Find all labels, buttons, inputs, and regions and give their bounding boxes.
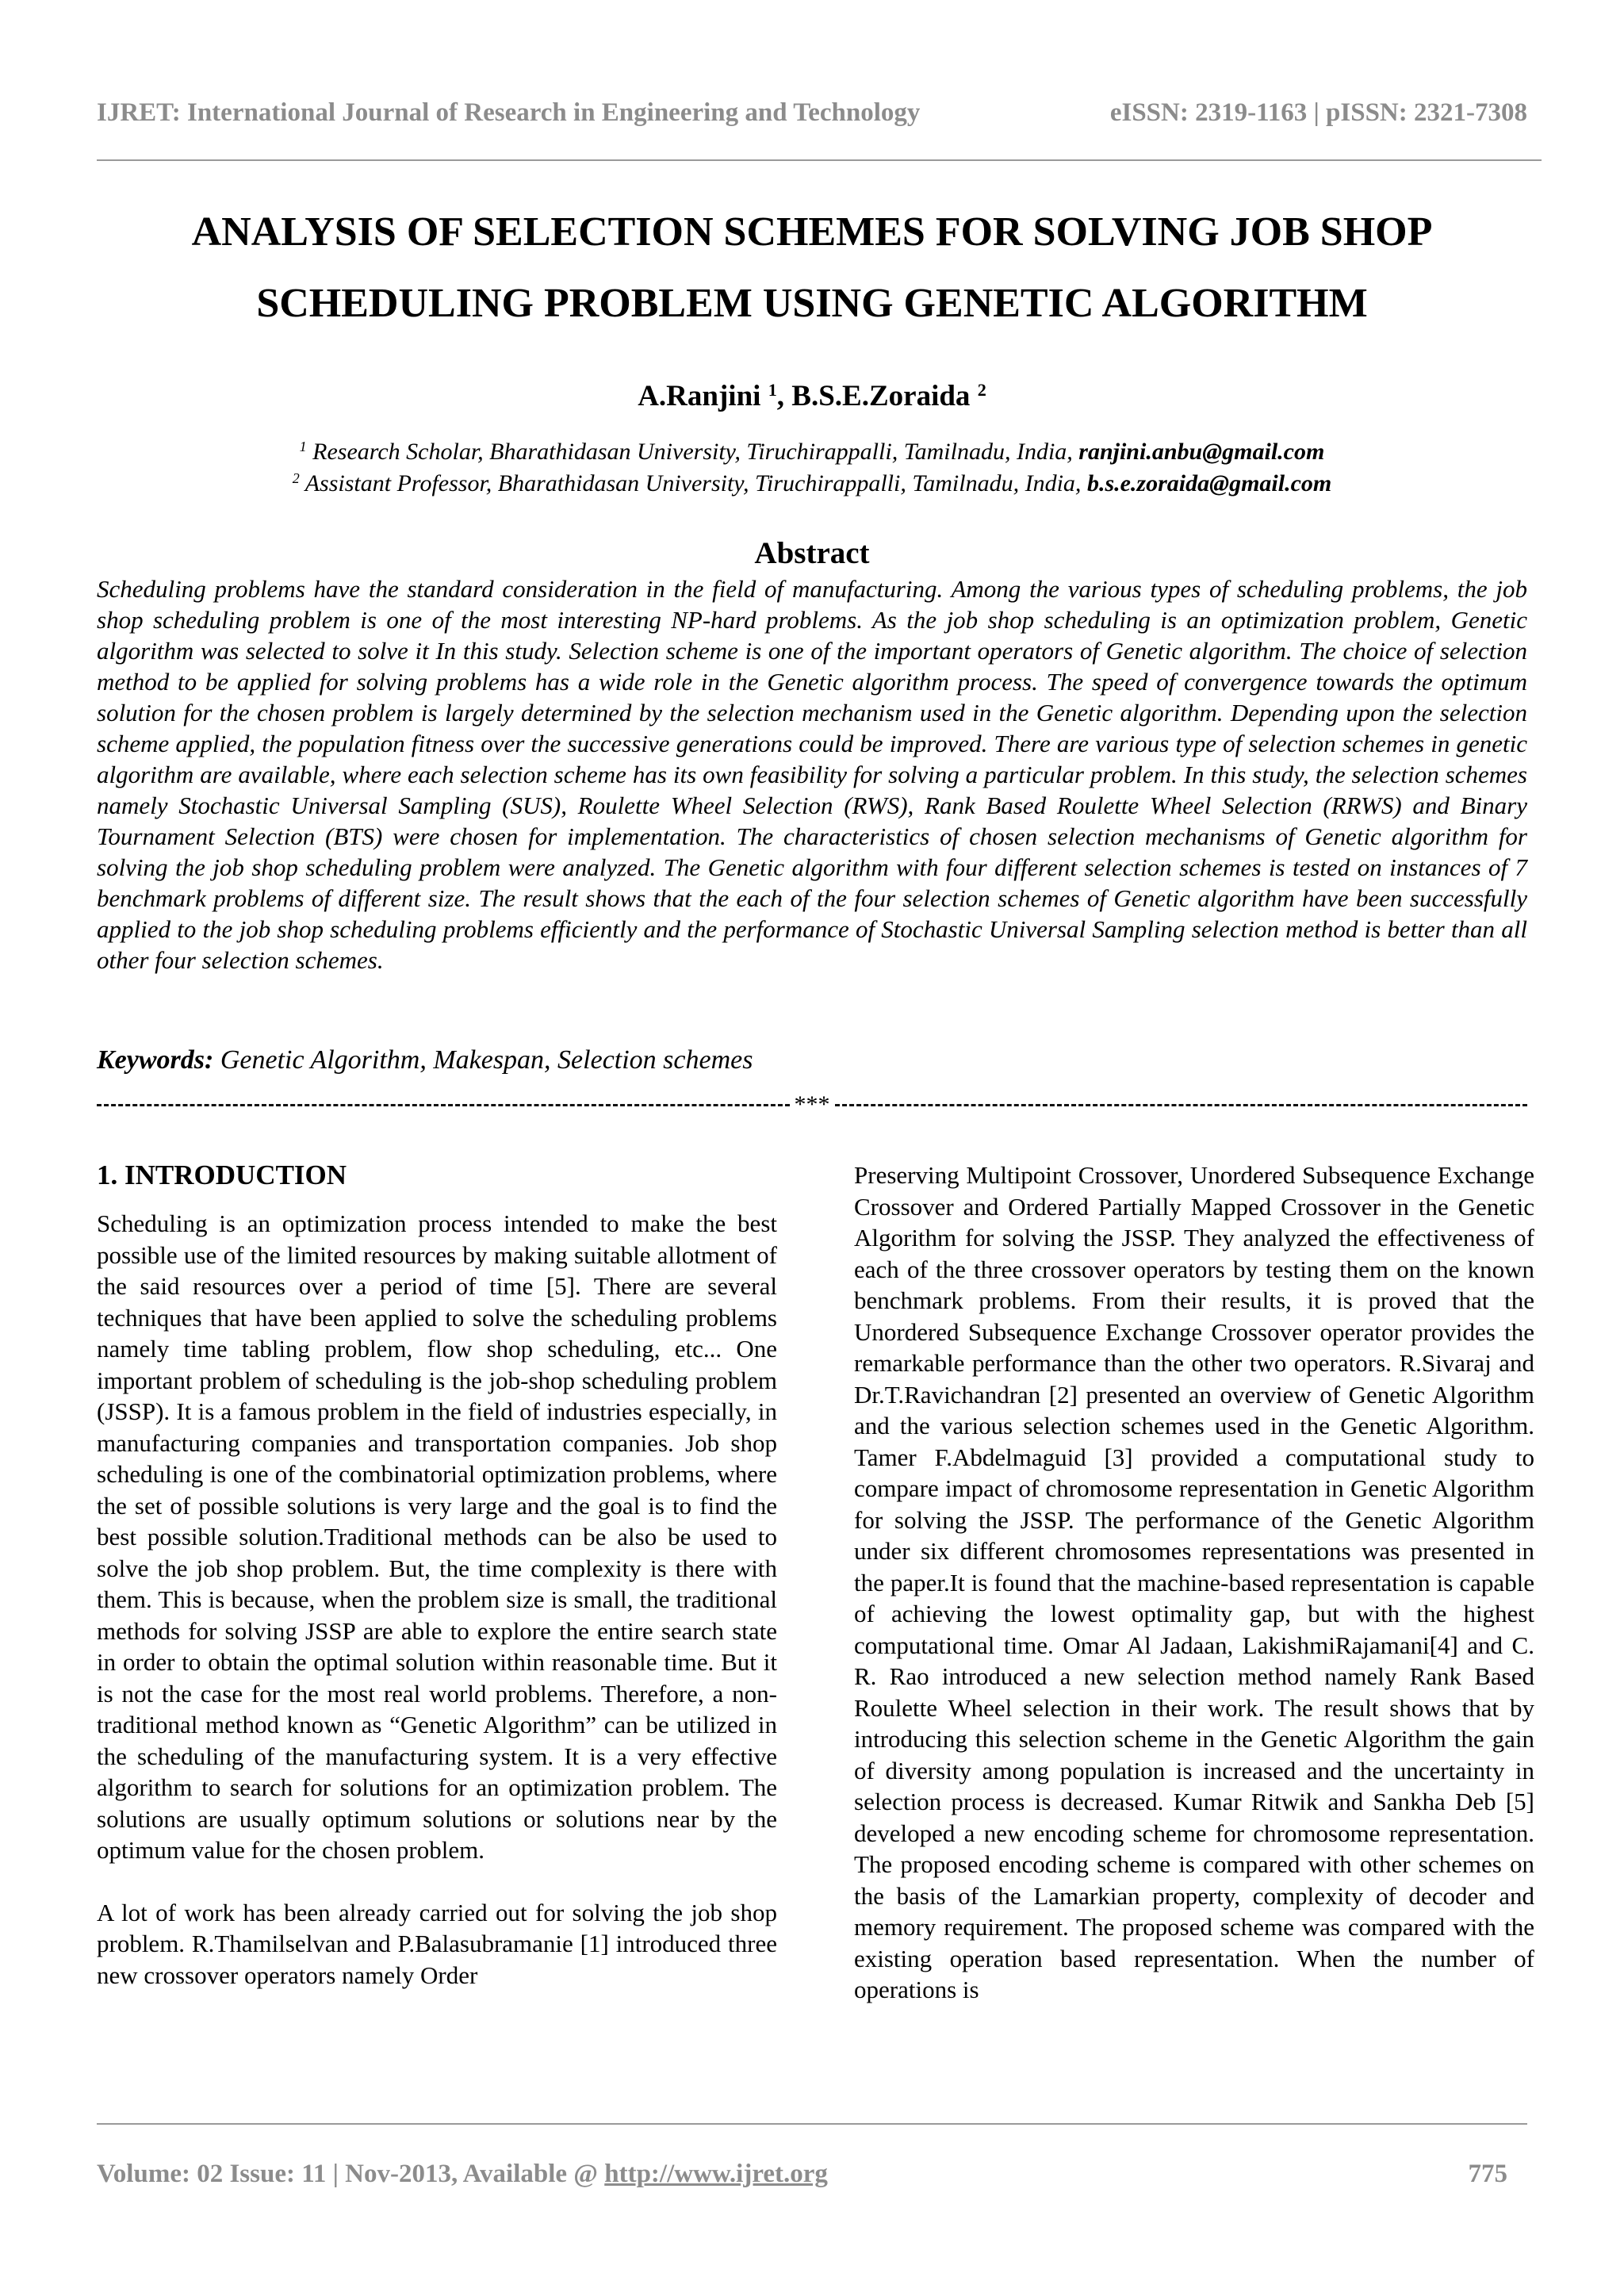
affiliation-2 <box>97 470 1527 497</box>
header-divider <box>97 159 1542 161</box>
affiliation-2-text: Assistant Professor, Bharathidasan University, Tiruchirappalli, Tamilnadu, India, <box>304 470 1082 496</box>
author-separator: , <box>776 380 792 412</box>
affiliation-1-text: Research Scholar, Bharathidasan University, Tiruchirappalli, Tamilnadu, India, <box>312 439 1073 465</box>
intro-paragraph-1: Scheduling is an optimization process intended to make the best possible use of the limited resources by making suitable allotment of the said resources over a period of time [5]. There are several techniques that have been applied to solve the scheduling problems namely time tabling problem, flow shop scheduling, etc... One important problem of scheduling is the job-shop scheduling problem (JSSP). It is a famous problem in the field of industries especially, in manufacturing companies and transportation companies. Job shop scheduling is one of the combinatorial optimization problems, where the set of possible solutions is very large and the goal is to find the best possible solution.Traditional methods can be also be used to solve the job shop problem. But, the time complexity is there with them. This is because, when the problem size is small, the traditional methods for solving JSSP are able to explore the entire search state in order to obtain the optimal solution within reasonable time. But it is not the case for the most real world problems. Therefore, a non-traditional method known as “Genetic Algorithm” can be utilized in the scheduling of the manufacturing system. It is a very effective algorithm to search for solutions for an optimization problem. The solutions are usually optimum solutions or solutions near by the optimum value for the chosen problem. <box>97 1209 777 1864</box>
author-2-sup: 2 <box>977 379 986 400</box>
introduction-heading: 1. INTRODUCTION <box>97 1159 347 1190</box>
left-column <box>97 1159 777 1991</box>
authors <box>97 379 1527 413</box>
section-separator <box>97 1091 1527 1118</box>
footer-volume-text: Volume: 02 Issue: 11 | Nov-2013, Available @ <box>97 2160 605 2188</box>
intro-paragraph-continued: Preserving Multipoint Crossover, Unordered Subsequence Exchange Crossover and Ordered Partially Mapped Crossover in the Genetic Algorithm for solving the JSSP. They analyzed the effectiveness of each of the three crossover operators by testing them on the known benchmark problems. From their results, it is proved that the Unordered Subsequence Exchange Crossover operator provides the remarkable performance than the other two operators. R.Sivaraj and Dr.T.Ravichandran [2] presented an overview of Genetic Algorithm and the various selection schemes used in the Genetic Algorithm. Tamer F.Abdelmaguid [3] provided a computational study to compare impact of chromosome representation in Genetic Algorithm for solving the JSSP. The performance of the Genetic Algorithm under six different chromosomes representations was presented in the paper.It is found that the machine-based representation is capable of achieving the lowest optimality gap, but with the highest computational time. Omar Al Jadaan, LakishmiRajamani[4] and C. R. Rao introduced a new selection method namely Rank Based Roulette Wheel selection in their work. The result shows that by introducing this selection scheme in the Genetic Algorithm the gain of diversity among population is increased and the uncertainty in selection process is decreased. Kumar Ritwik and Sankha Deb [5] developed a new encoding scheme for chromosome representation. The proposed encoding scheme is compared with other schemes on the basis of the Lamarkian property, complexity of decoder and memory requirement. The proposed scheme was compared with the existing operation based representation. When the number of operations is <box>854 1161 1534 2003</box>
abstract-text: Scheduling problems have the standard consideration in the field of manufacturing. Among the various types of scheduling problems, the job shop scheduling problem is one of the most interesting NP-hard problems. As the job shop scheduling is an optimization problem, Genetic algorithm was selected to solve it In this study. Selection scheme is one of the important operators of Genetic algorithm. The choice of selection method to be applied for solving problems has a wide role in the Genetic algorithm process. The speed of convergence towards the optimum solution for the chosen problem is largely determined by the selection mechanism used in the Genetic algorithm. Depending upon the selection scheme applied, the population fitness over the successive generations could be improved. There are various type of selection schemes in genetic algorithm are available, where each selection scheme has its own feasibility for solving a particular problem. In this study, the selection schemes namely Stochastic Universal Sampling (SUS), Roulette Wheel Selection (RWS), Rank Based Roulette Wheel Selection (RRWS) and Binary Tournament Selection (BTS) were chosen for implementation. The characteristics of chosen selection mechanisms of Genetic algorithm for solving the job shop scheduling problem were analyzed. The Genetic algorithm with four different selection schemes is tested on instances of 7 benchmark problems of different size. The result shows that the each of the four selection schemes of Genetic algorithm have been successfully applied to the job shop scheduling problems efficiently and the performance of Stochastic Universal Sampling selection method is better than all other four selection schemes. <box>97 575 1527 974</box>
abstract-heading: Abstract <box>754 536 870 570</box>
keywords-text: Genetic Algorithm, Makespan, Selection schemes <box>213 1045 753 1075</box>
intro-paragraph-2: A lot of work has been already carried out for solving the job shop problem. R.Thamilselvan and P.Balasubramanie [1] introduced three new crossover operators namely Order <box>97 1898 777 1989</box>
separator-dash-right <box>835 1104 1528 1106</box>
author-1: A.Ranjini <box>638 380 761 412</box>
affiliation-2-email: b.s.e.zoraida@gmail.com <box>1086 470 1332 496</box>
keywords <box>97 1045 753 1075</box>
footer-volume <box>97 2160 828 2189</box>
affiliation-1-email: ranjini.anbu@gmail.com <box>1078 439 1325 465</box>
page-number: 775 <box>1468 2160 1507 2188</box>
separator-dash-left <box>97 1104 790 1106</box>
issn-header: eISSN: 2319-1163 | pISSN: 2321-7308 <box>1109 98 1527 127</box>
author-1-sup: 1 <box>768 379 777 400</box>
affiliation-1-sup: 1 <box>299 439 307 455</box>
journal-header: IJRET: International Journal of Research in Engineering and Technology <box>97 98 921 127</box>
footer-divider <box>97 2123 1527 2125</box>
title-line-2: SCHEDULING PROBLEM USING GENETIC ALGORITHM <box>256 281 1368 326</box>
affiliation-1 <box>97 439 1527 466</box>
separator-stars: *** <box>794 1091 830 1117</box>
affiliation-2-sup: 2 <box>292 470 300 487</box>
keywords-label: Keywords: <box>97 1045 214 1075</box>
right-column <box>854 1159 1534 2006</box>
author-2: B.S.E.Zoraida <box>791 380 971 412</box>
journal-url-link[interactable]: http://www.ijret.org <box>604 2160 828 2188</box>
title-line-1: ANALYSIS OF SELECTION SCHEMES FOR SOLVING JOB SHOP <box>191 209 1433 255</box>
paper-title <box>97 197 1527 339</box>
